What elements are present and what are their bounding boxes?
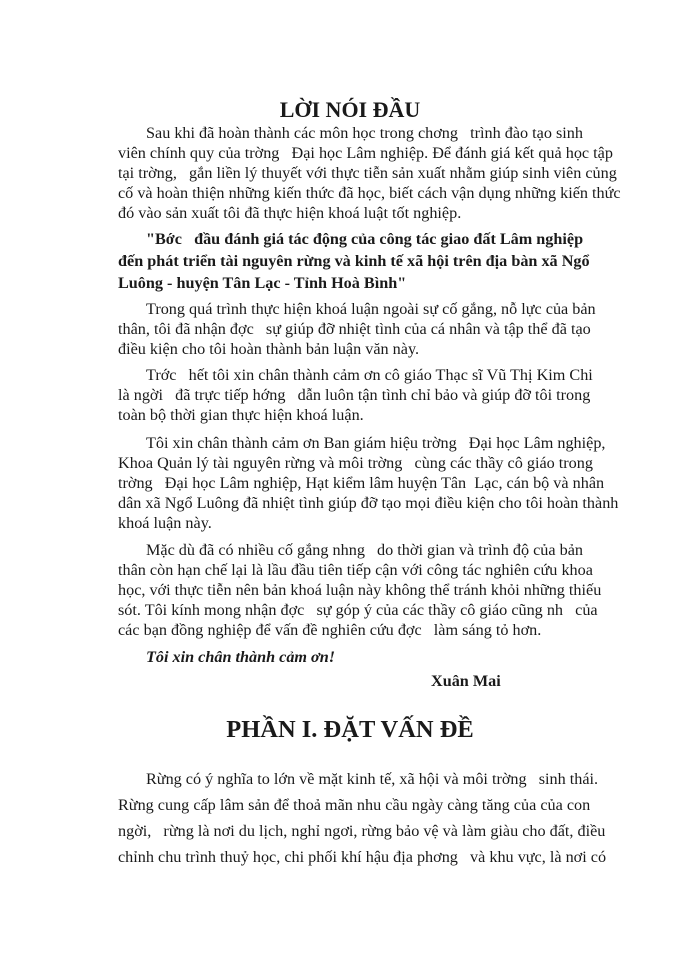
- thesis-title-line: đến phát triển tài nguyên rừng và kinh tế xã hội trên địa bàn xã Ngổ: [118, 252, 590, 270]
- signature-place: Xuân Mai: [431, 672, 501, 690]
- text-line: là ngời đã trực tiếp hớng dẫn luôn tận tình chỉ bảo và giúp đỡ tôi trong: [118, 386, 591, 404]
- text-line: Rừng cung cấp lâm sản để thoả mãn nhu cầu ngày càng tăng của của con: [118, 796, 591, 814]
- text-line: Tôi xin chân thành cảm ơn Ban giám hiệu trờng Đại học Lâm nghiệp,: [146, 434, 606, 452]
- text-line: tại trờng, gắn liền lý thuyết với thực tiễn sản xuất nhằm giúp sinh viên củng: [118, 164, 617, 182]
- text-line: chỉnh chu trình thuỷ học, chi phối khí hậu địa phơng và khu vực, là nơi có: [118, 848, 607, 866]
- closing-thanks: Tôi xin chân thành cảm ơn!: [146, 648, 336, 666]
- text-line: Mặc dù đã có nhiều cố gắng nhng do thời gian và trình độ của bản: [146, 541, 583, 559]
- text-line: Sau khi đã hoàn thành các môn học trong chơng trình đào tạo sinh: [146, 124, 583, 142]
- text-line: thân, tôi đã nhận đợc sự giúp đỡ nhiệt tình của cá nhân và tập thể đã tạo: [118, 320, 591, 338]
- thesis-title-line: Luông - huyện Tân Lạc - Tỉnh Hoà Bình": [118, 274, 407, 292]
- text-line: dân xã Ngổ Luông đã nhiệt tình giúp đỡ tạo mọi điều kiện cho tôi hoàn thành: [118, 494, 619, 512]
- text-line: các bạn đồng nghiệp để vấn đề nghiên cứu đợc làm sáng tỏ hơn.: [118, 621, 542, 639]
- text-line: sót. Tôi kính mong nhận đợc sự góp ý của các thầy cô giáo cũng nh của: [118, 601, 598, 619]
- text-line: khoá luận này.: [118, 514, 212, 532]
- text-line: đó vào sản xuất tôi đã thực hiện khoá luật tốt nghiệp.: [118, 204, 462, 222]
- text-line: trờng Đại học Lâm nghiệp, Hạt kiểm lâm huyện Tân Lạc, cán bộ và nhân: [118, 474, 605, 492]
- text-line: Khoa Quản lý tài nguyên rừng và môi trờng cùng các thầy cô giáo trong: [118, 454, 593, 472]
- text-line: toàn bộ thời gian thực hiện khoá luận.: [118, 406, 364, 424]
- text-line: học, với thực tiễn nên bản khoá luận này không thể tránh khỏi những thiếu: [118, 581, 602, 599]
- text-line: Trong quá trình thực hiện khoá luận ngoài sự cố gắng, nỗ lực của bản: [146, 300, 596, 318]
- section-heading: PHẦN I. ĐẶT VẤN ĐỀ: [226, 716, 474, 743]
- text-line: Rừng có ý nghĩa to lớn về mặt kinh tế, xã hội và môi trờng sinh thái.: [146, 770, 599, 788]
- text-line: Trớc hết tôi xin chân thành cảm ơn cô giáo Thạc sĩ Vũ Thị Kim Chi: [146, 366, 593, 384]
- text-line: cố và hoàn thiện những kiến thức đã học, biết cách vận dụng những kiến thức: [118, 184, 621, 202]
- text-line: viên chính quy của trờng Đại học Lâm nghiệp. Để đánh giá kết quả học tập: [118, 144, 613, 162]
- text-line: ngời, rừng là nơi du lịch, nghỉ ngơi, rừng bảo vệ và làm giàu cho đất, điều: [118, 822, 606, 840]
- text-line: điều kiện cho tôi hoàn thành bản luận văn này.: [118, 340, 420, 358]
- page-title: LỜI NÓI ĐẦU: [279, 97, 421, 122]
- thesis-title-line: "Bớc đầu đánh giá tác động của công tác giao đất Lâm nghiệp: [146, 230, 584, 248]
- text-line: thân còn hạn chế lại là lầu đầu tiên tiếp cận với công tác nghiên cứu khoa: [118, 561, 593, 579]
